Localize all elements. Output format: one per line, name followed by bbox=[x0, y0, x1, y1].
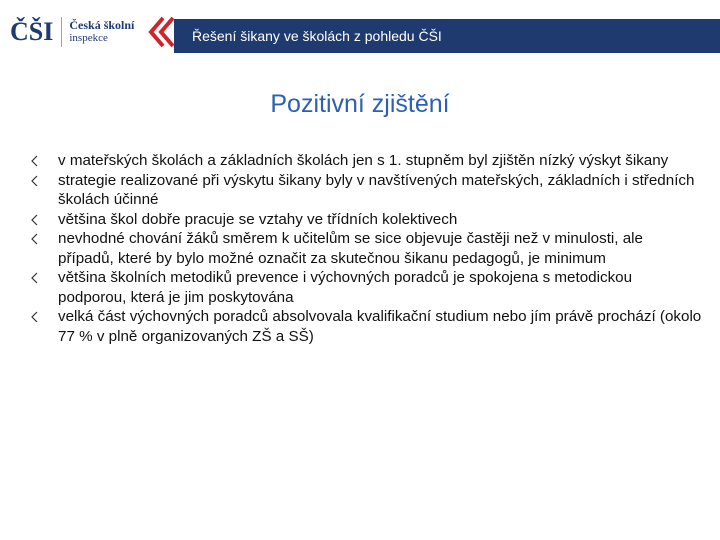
bullet-item bbox=[30, 210, 702, 230]
bullet-text: většina školních metodiků prevence i výchovných poradců je spokojena s metodickou podporou, která je jim poskytována bbox=[58, 269, 633, 306]
bullet-text: v mateřských školách a základních školách jen s 1. stupněm byl zjištěn nízký výskyt šikany bbox=[58, 152, 669, 169]
bullet-text: nevhodné chování žáků směrem k učitelům se sice objevuje častěji než v minulosti, ale případů, které by bylo možné označit za skutečnou šikanu pedagogů, je minimum bbox=[58, 230, 644, 267]
bullet-text: velká část výchovných poradců absolvovala kvalifikační studium nebo jím právě prochází (okolo 77 % v plně organizovaných ZŠ a SŠ) bbox=[58, 308, 702, 345]
bullet-text: strategie realizované při výskytu šikany byly v navštívených mateřských, základních i středních školách účinné bbox=[58, 171, 695, 208]
chevron-left-icon bbox=[30, 271, 40, 285]
csi-logo bbox=[10, 14, 134, 50]
header bbox=[0, 0, 720, 64]
logo-text-line2: inspekce bbox=[69, 32, 108, 44]
bullet-item bbox=[30, 268, 702, 307]
slide-heading: Pozitivní zjištění bbox=[270, 90, 450, 118]
logo-text bbox=[69, 19, 134, 45]
bullet-item bbox=[30, 151, 702, 171]
chevron-left-icon bbox=[30, 154, 40, 168]
title-bar bbox=[174, 19, 720, 53]
logo-mark: ČŠI bbox=[10, 17, 54, 46]
chevron-left-icon bbox=[30, 213, 40, 227]
chevron-left-icon bbox=[30, 310, 40, 324]
chevron-left-icon bbox=[30, 232, 40, 246]
bullet-list bbox=[30, 151, 702, 346]
chevron-left-icon bbox=[30, 174, 40, 188]
bullet-item bbox=[30, 171, 702, 210]
logo-divider bbox=[61, 17, 62, 47]
bullet-item bbox=[30, 229, 702, 268]
logo-text-line1: Česká školní bbox=[69, 18, 135, 32]
bullet-text: většina škol dobře pracuje se vztahy ve třídních kolektivech bbox=[58, 210, 458, 228]
bullet-item bbox=[30, 307, 702, 346]
presentation-title: Řešení šikany ve školách z pohledu ČŠI bbox=[192, 28, 442, 44]
